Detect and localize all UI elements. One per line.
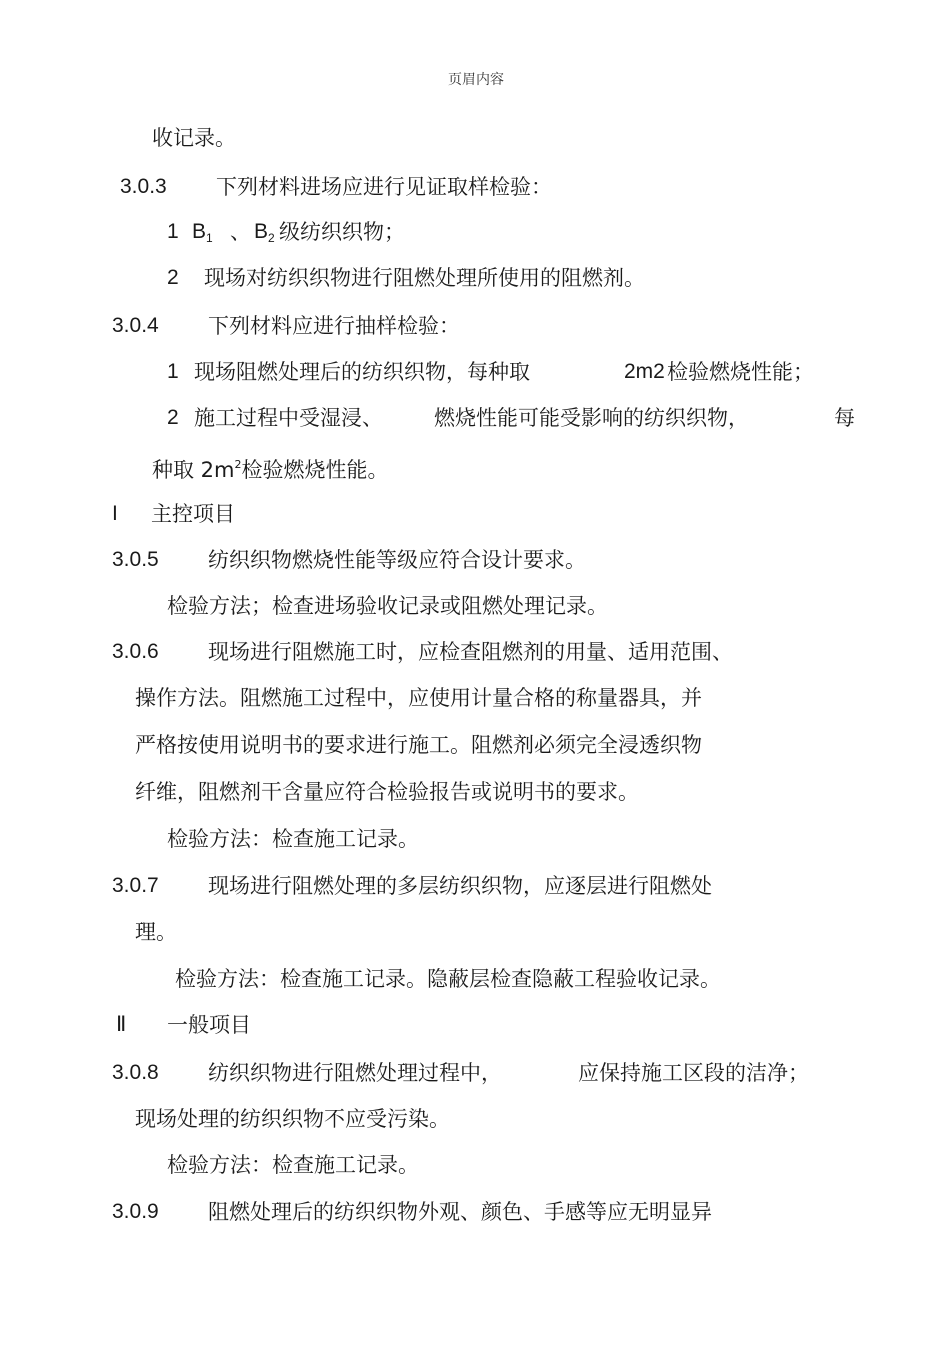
item-number: 1 bbox=[167, 220, 179, 243]
clause-number: 3.0.4 bbox=[112, 314, 159, 337]
item-text: 级纺织织物； bbox=[279, 220, 405, 244]
item-quantity: 2m2 bbox=[624, 360, 665, 383]
clause-number: 3.0.8 bbox=[112, 1061, 159, 1084]
item-text: 施工过程中受湿浸、 bbox=[194, 406, 383, 430]
clause-text: 纺织织物进行阻燃处理过程中， bbox=[208, 1061, 502, 1085]
clause-text: 下列材料进场应进行见证取样检验： bbox=[216, 175, 552, 199]
inspection-method: 检验方法：检查施工记录。隐蔽层检查隐蔽工程验收记录。 bbox=[175, 967, 721, 991]
inspection-method: 检验方法：检查施工记录。 bbox=[167, 1153, 419, 1177]
inspection-method: 检验方法：检查施工记录。 bbox=[167, 827, 419, 851]
item-text: 燃烧性能可能受影响的纺织织物， bbox=[434, 406, 749, 430]
clause-text: 下列材料应进行抽样检验： bbox=[208, 314, 460, 338]
section-number: Ⅱ bbox=[116, 1013, 127, 1036]
item-text-tail: 每 bbox=[834, 406, 855, 430]
item-text: 现场对纺织织物进行阻燃处理所使用的阻燃剂。 bbox=[204, 266, 645, 290]
body-line: 理。 bbox=[135, 920, 177, 944]
clause-text: 现场进行阻燃处理的多层纺织织物，应逐层进行阻燃处 bbox=[208, 874, 712, 898]
body-line: 操作方法。阻燃施工过程中，应使用计量合格的称量器具，并 bbox=[135, 686, 702, 710]
body-line: 现场处理的纺织织物不应受污染。 bbox=[135, 1107, 450, 1131]
item-text-tail: 检验燃烧性能； bbox=[667, 360, 814, 384]
clause-text: 纺织织物燃烧性能等级应符合设计要求。 bbox=[208, 548, 586, 572]
clause-text: 阻燃处理后的纺织织物外观、颜色、手感等应无明显异 bbox=[208, 1200, 712, 1224]
clause-number: 3.0.9 bbox=[112, 1200, 159, 1223]
item-number: 2 bbox=[167, 406, 179, 429]
item-number: 1 bbox=[167, 360, 179, 383]
clause-number: 3.0.6 bbox=[112, 640, 159, 663]
section-title: 一般项目 bbox=[167, 1013, 251, 1037]
separator: 、 bbox=[230, 220, 251, 244]
grade-b1: $B_1$ bbox=[192, 220, 213, 245]
clause-text: 现场进行阻燃施工时，应检查阻燃剂的用量、适用范围、 bbox=[208, 640, 733, 664]
inspection-method: 检验方法；检查进场验收记录或阻燃处理记录。 bbox=[167, 594, 608, 618]
clause-number: 3.0.7 bbox=[112, 874, 159, 897]
page-header: 页眉内容 bbox=[448, 72, 504, 88]
clause-text: 应保持施工区段的洁净； bbox=[578, 1061, 809, 1085]
body-line: 纤维，阻燃剂干含量应符合检验报告或说明书的要求。 bbox=[135, 780, 639, 804]
grade-b2: $B_2$ bbox=[254, 220, 275, 245]
item-number: 2 bbox=[167, 266, 179, 289]
body-line: 种取 $2m^2$检验燃烧性能。 bbox=[152, 458, 389, 482]
clause-number: 3.0.3 bbox=[120, 175, 167, 198]
clause-number: 3.0.5 bbox=[112, 548, 159, 571]
section-title: 主控项目 bbox=[151, 502, 235, 526]
body-line: 收记录。 bbox=[152, 126, 236, 150]
item-text: 现场阻燃处理后的纺织织物，每种取 bbox=[194, 360, 530, 384]
body-line: 严格按使用说明书的要求进行施工。阻燃剂必须完全浸透织物 bbox=[135, 733, 702, 757]
section-number: I bbox=[112, 502, 118, 525]
